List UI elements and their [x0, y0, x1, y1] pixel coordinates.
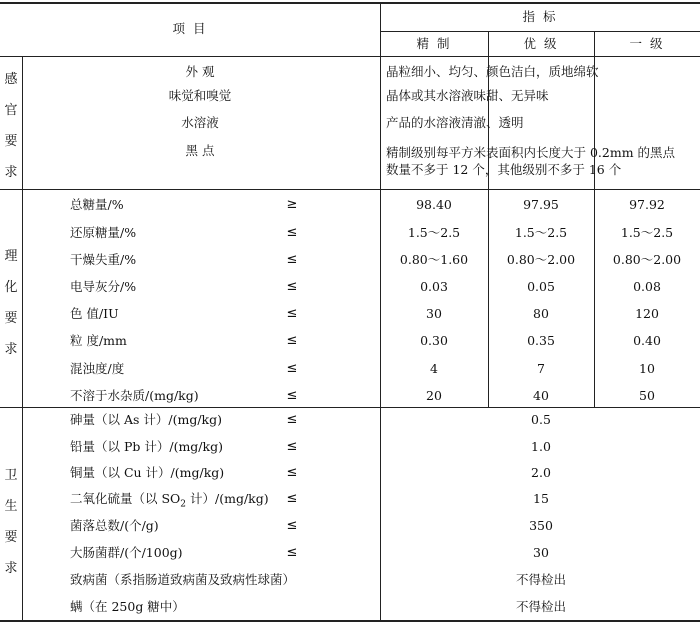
category-column-rule [22, 56, 23, 621]
refined-value: 30 [426, 306, 442, 321]
item-header: 项 目 [172, 21, 208, 36]
hygiene-item: 螨（在 250g 糖中） [70, 599, 185, 614]
sensory-bottom-rule [0, 189, 700, 190]
first-value: 50 [639, 388, 655, 403]
comparison-symbol: ≤ [286, 361, 298, 376]
hygiene-item: 菌落总数/(个/g) [70, 518, 159, 533]
table-bottom-rule [0, 620, 700, 622]
hygiene-limit: 不得检出 [515, 572, 567, 587]
comparison-symbol: ≤ [286, 388, 298, 403]
physchem-column-rule-1 [488, 189, 489, 407]
hygiene-limit: 不得检出 [515, 599, 567, 614]
hygiene-limit: 15 [533, 491, 549, 506]
superior-value: 80 [533, 306, 549, 321]
so2-label-suffix: 计）/(mg/kg) [186, 491, 269, 506]
refined-value: 0.30 [420, 333, 448, 348]
hygiene-item: 铜量（以 Cu 计）/(mg/kg) [70, 465, 225, 480]
category-char: 理 [4, 249, 18, 264]
physchem-item: 还原糖量/% [70, 225, 137, 240]
sensory-requirement: 晶体或其水溶液味甜、无异味 [386, 88, 549, 103]
category-char: 要 [4, 530, 18, 545]
hygiene-limit: 1.0 [531, 439, 551, 454]
category-char: 求 [4, 342, 18, 357]
comparison-symbol: ≤ [286, 279, 298, 294]
item-column-rule [380, 2, 381, 621]
refined-value: 1.5～2.5 [407, 225, 461, 240]
hygiene-item: 致病菌（系指肠道致病菌及致病性球菌） [70, 572, 296, 587]
hygiene-limit: 2.0 [531, 465, 551, 480]
hygiene-item: 大肠菌群/(个/100g) [70, 545, 183, 560]
first-value: 0.08 [633, 279, 661, 294]
sensory-requirement: 晶粒细小、均匀、颜色洁白，质地绵软 [386, 64, 599, 79]
refined-value: 20 [426, 388, 442, 403]
superior-value: 0.35 [527, 333, 555, 348]
first-value: 97.92 [629, 197, 665, 212]
physchem-item: 不溶于水杂质/(mg/kg) [70, 388, 199, 403]
grade-refined-header: 精 制 [416, 36, 452, 51]
superior-value: 97.95 [523, 197, 559, 212]
comparison-symbol: ≤ [286, 252, 298, 267]
category-char: 求 [4, 165, 18, 180]
category-char: 生 [4, 499, 18, 514]
sensory-requirement: 产品的水溶液清澈、透明 [386, 115, 524, 130]
hygiene-limit: 350 [529, 518, 553, 533]
comparison-symbol: ≤ [286, 491, 298, 506]
category-char: 感 [4, 72, 18, 87]
grade-superior-header: 优 级 [523, 36, 559, 51]
table-top-rule [0, 2, 700, 4]
hygiene-item [70, 491, 269, 510]
first-value: 0.40 [633, 333, 661, 348]
indicator-header: 指 标 [522, 9, 558, 24]
first-value: 10 [639, 361, 655, 376]
comparison-symbol: ≤ [286, 333, 298, 348]
sensory-item: 味觉和嗅觉 [168, 88, 232, 103]
superior-value: 0.80～2.00 [506, 252, 576, 267]
sensory-item: 水溶液 [181, 115, 219, 130]
first-value: 1.5～2.5 [620, 225, 674, 240]
physchem-item: 总糖量/% [70, 197, 124, 212]
comparison-symbol: ≤ [286, 225, 298, 240]
superior-value: 0.05 [527, 279, 555, 294]
superior-value: 1.5～2.5 [514, 225, 568, 240]
comparison-symbol: ≤ [286, 465, 298, 480]
hygiene-limit: 0.5 [531, 412, 551, 427]
hygiene-item: 铅量（以 Pb 计）/(mg/kg) [70, 439, 223, 454]
refined-value: 4 [430, 361, 438, 376]
refined-value: 0.80～1.60 [399, 252, 469, 267]
sensory-requirement: 精制级别每平方米表面积内长度大于 0.2mm 的黑点数量不多于 12 个，其他级别不多于 16 个 [386, 145, 676, 177]
grade-first-header: 一 级 [629, 36, 665, 51]
physchem-item: 色 值/IU [70, 306, 119, 321]
comparison-symbol: ≤ [286, 412, 298, 427]
hygiene-limit: 30 [533, 545, 549, 560]
comparison-symbol: ≥ [286, 197, 298, 212]
refined-value: 0.03 [420, 279, 448, 294]
indicator-subheader-rule [380, 31, 700, 32]
so2-subscript: 2 [180, 499, 187, 510]
category-char: 要 [4, 134, 18, 149]
category-char: 求 [4, 561, 18, 576]
comparison-symbol: ≤ [286, 545, 298, 560]
category-char: 官 [4, 103, 18, 118]
comparison-symbol: ≤ [286, 306, 298, 321]
comparison-symbol: ≤ [286, 518, 298, 533]
so2-label-prefix: 二氧化硫量（以 SO [70, 491, 181, 506]
sensory-item: 外 观 [185, 64, 215, 79]
first-value: 0.80～2.00 [612, 252, 682, 267]
sensory-category-label [0, 64, 22, 188]
comparison-symbol: ≤ [286, 439, 298, 454]
hygiene-item: 砷量（以 As 计）/(mg/kg) [70, 412, 222, 427]
physchem-item: 粒 度/mm [70, 333, 127, 348]
header-bottom-rule [0, 56, 700, 57]
sensory-item: 黑 点 [185, 143, 215, 158]
physchem-item: 混浊度/度 [70, 361, 125, 376]
physchem-item: 干燥失重/% [70, 252, 137, 267]
superior-value: 7 [537, 361, 545, 376]
physchem-column-rule-2 [594, 189, 595, 407]
first-value: 120 [635, 306, 659, 321]
physchem-bottom-rule [0, 407, 700, 408]
refined-value: 98.40 [416, 197, 452, 212]
superior-value: 40 [533, 388, 549, 403]
category-char: 卫 [4, 468, 18, 483]
physchem-item: 电导灰分/% [70, 279, 137, 294]
category-char: 要 [4, 311, 18, 326]
physchem-category-label [0, 241, 22, 365]
category-char: 化 [4, 280, 18, 295]
hygiene-category-label [0, 460, 22, 584]
